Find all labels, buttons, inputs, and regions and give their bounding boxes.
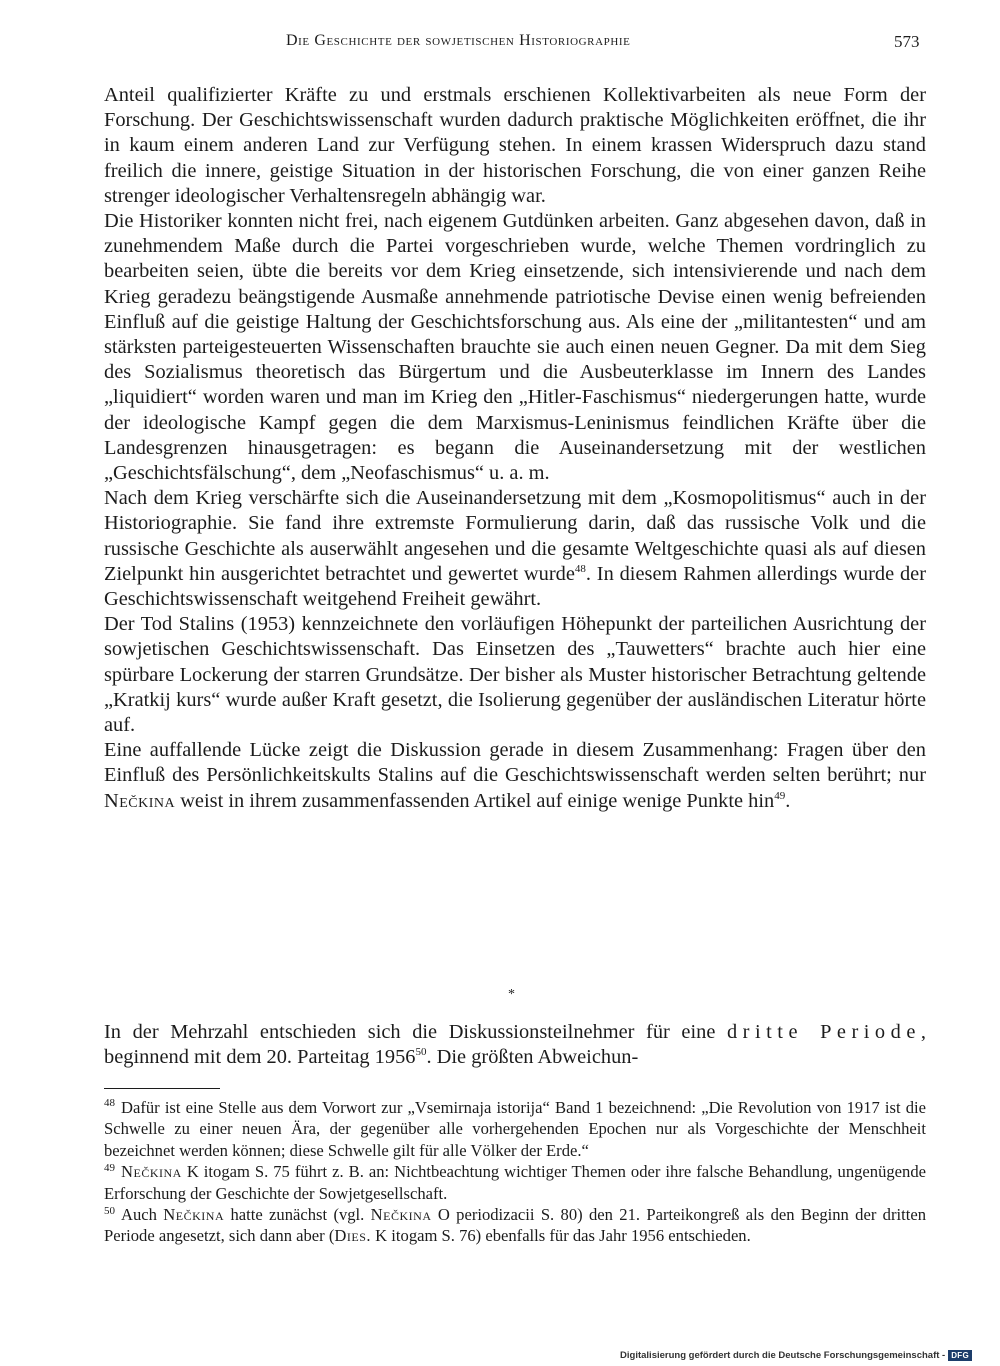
footnote-ref-49: 49 (774, 789, 786, 802)
footnote-48 (104, 1097, 926, 1161)
dfg-logo: DFG (948, 1350, 972, 1361)
footnote-50-text: hatte zunächst (vgl. (224, 1205, 371, 1225)
author-name: Dies. (334, 1226, 372, 1246)
paragraph-3 (104, 486, 926, 612)
footnote-ref-50: 50 (415, 1046, 427, 1059)
paragraph-6-text: In der Mehrzahl entschieden sich die Diskussionsteilnehmer für eine (104, 1021, 727, 1043)
running-header: Die Geschichte der sowjetischen Historiographie (286, 32, 631, 49)
paragraph-3-end: . In diesem Rahmen allerdings wurde der Geschichtswissenschaft weitgehend Freiheit gewährt. (104, 562, 927, 611)
paragraph-4: Der Tod Stalins (1953) kennzeichnete den vorläufigen Höhepunkt der parteilichen Ausrichtung der sowjetischen Geschichtswissenschaft. Das Einsetzen des „Tauwetters“ brachte auch hier eine spürbare Lockerung der starren Grundsätze. Der bisher als Muster historischer Betrachtung geltende „Kratkij kurs“ wurde außer Kraft gesetzt, die Isolierung gegenüber der ausländischen Literatur hörte auf. (104, 613, 926, 737)
digitization-credit (620, 1350, 972, 1361)
footnote-49 (104, 1161, 926, 1204)
main-text (104, 83, 926, 814)
paragraph-5-text: Eine auffallende Lücke zeigt die Diskussion gerade in diesem Zusammenhang: Fragen über den Einfluß des Persönlichkeitskults Stalins auf die Geschichtswissenschaft werden selten berührt; nur (104, 739, 926, 787)
paragraph-6 (104, 1020, 926, 1070)
paragraph-5-end: weist in ihrem zusammenfassenden Artikel auf einige wenige Punkte hin (175, 789, 775, 812)
paragraph-3-text: Nach dem Krieg verschärfte sich die Auseinandersetzung mit dem „Kosmopolitismus“ auch in der Historiographie. Sie fand ihre extremste Formulierung darin, daß das russische Volk und die russische Geschichte als auserwählt angesehen und die gesamte Weltgeschichte quasi als auf diesen Zielpunkt hin ausgerichtet betrachtet und gewertet wurde (104, 487, 926, 585)
emphasis-spaced: dritte Periode (726, 1021, 921, 1043)
paragraph-2: Die Historiker konnten nicht frei, nach eigenem Gutdünken arbeiten. Ganz abgesehen davon, daß in zunehmendem Maße durch die Partei vorgeschrieben wurde, welche Themen vordringlich zu bearbeiten seien, übte die bereits vor dem Krieg einsetzende, sich intensivierende und nach dem Krieg geradezu beängstigende Ausmaße annehmende patriotische Devise einen wenig befreienden Einfluß auf die geistige Haltung der Geschichtsforschung aus. Als eine der „militantesten“ und am stärksten parteigesteuerten Wissenschaften brauchte sie auch einen neuen Gegner. Da mit dem Sieg des Sozialismus theoretisch das Bürgertum und die Ausbeuterklasse im Innern des Landes „liquidiert“ worden waren und man im Krieg den „Hitler-Faschismus“ niedergerungen hatte, wurde der ideologische Kampf gegen die dem Marxismus-Leninismus feindlichen Kräfte über die Landesgrenzen hinausgetragen: es begann die Auseinandersetzung mit der westlichen „Geschichtsfälschung“, dem „Neofaschismus“ u. a. m. (104, 210, 926, 485)
footnote-48-text: Dafür ist eine Stelle aus dem Vorwort zur „Vsemirnaja istorija“ Band 1 bezeichnend: „Die Revolution von 1917 ist die Schwelle zu einer neuen Ära, der gegenüber alle vorhergehenden Epochen nur als Vorgeschichte der Menschheit bezeichnet werden können; diese Schwelle gilt für alle Völker der Erde.“ (104, 1098, 926, 1160)
paragraph-1: Anteil qualifizierter Kräfte zu und erstmals erschienen Kollektivarbeiten als neue Form der Forschung. Der Geschichtswissenschaft wurden dadurch praktische Möglichkeiten eröffnet, die ihr in kaum einem anderen Land zur Verfügung stehen. In einem krassen Widerspruch dazu stand freilich die innere, geistige Situation in der historischen Forschung, die von einer ganzen Reihe strenger ideologischer Verhaltensregeln abhängig war. (104, 84, 926, 207)
footnote-ref-48: 48 (574, 563, 586, 576)
author-name: Nečkina (104, 789, 176, 812)
footnote-49-text: K itogam S. 75 führt z. B. an: Nichtbeachtung wichtiger Themen oder ihre falsche Behandlung, ungenügende Erforschung der Geschichte der Sowjetgesellschaft. (104, 1162, 926, 1203)
footnote-number: 48 (104, 1097, 115, 1110)
paragraph-5 (104, 738, 926, 814)
author-name: Nečkina (370, 1205, 432, 1225)
section-text (104, 1020, 926, 1070)
author-name: Nečkina (121, 1162, 182, 1182)
footnote-divider (104, 1088, 220, 1089)
paragraph-6-mid: , beginnend mit dem 20. Parteitag 1956 (104, 1021, 926, 1069)
credit-text: Digitalisierung gefördert durch die Deutsche Forschungsgemeinschaft - (620, 1350, 946, 1361)
footnotes (104, 1097, 926, 1247)
paragraph-6-end: . Die größten Abweichun- (426, 1046, 639, 1069)
author-name: Nečkina (163, 1205, 225, 1225)
footnote-50-text: K itogam S. 76) ebenfalls für das Jahr 1956 entschieden. (371, 1226, 751, 1246)
footnote-50-text: Auch (121, 1205, 164, 1225)
section-divider: * (508, 987, 515, 1002)
footnote-50 (104, 1204, 926, 1247)
footnote-50-text: O periodizacii S. 80) den 21. Parteikongreß als den Beginn der dritten Periode angesetzt, sich dann aber ( (104, 1205, 927, 1246)
footnote-number: 49 (104, 1161, 115, 1174)
paragraph-5-dot: . (785, 789, 791, 812)
footnote-number: 50 (104, 1204, 115, 1217)
page-number: 573 (894, 32, 920, 51)
